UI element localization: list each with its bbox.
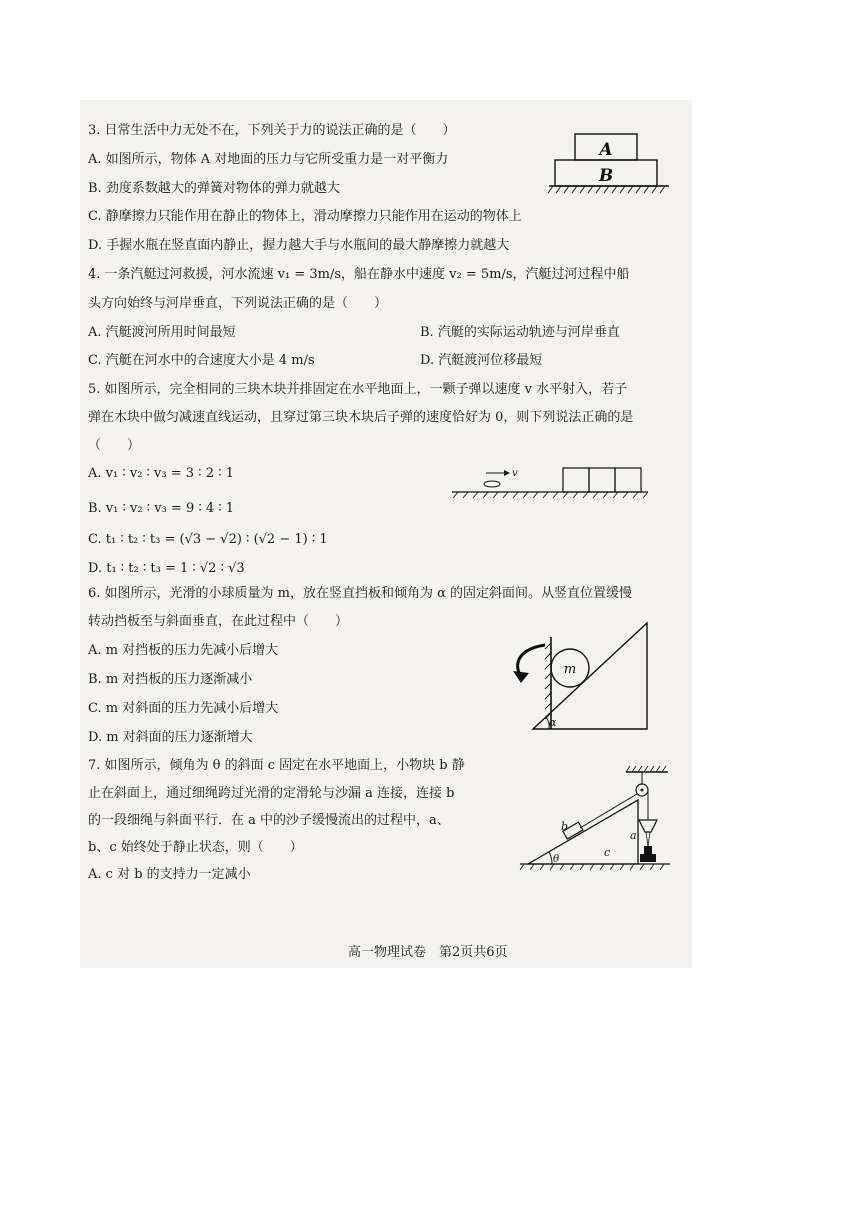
q7-incline-label: c bbox=[604, 846, 611, 859]
q4-option-a: A. 汽艇渡河所用时间最短 bbox=[88, 325, 236, 340]
q5-stem-line2: 弹在木块中做匀减速直线运动，且穿过第三块木块后子弹的速度恰好为 0，则下列说法正确的是 bbox=[88, 410, 634, 425]
q6-ball-label: m bbox=[563, 662, 577, 677]
q6-option-b: B. m 对挡板的压力逐渐减小 bbox=[88, 672, 253, 687]
q5-velocity-label: v bbox=[512, 468, 518, 479]
q6-ball-incline-figure bbox=[505, 615, 655, 735]
q7-stem-line1: 7. 如图所示，倾角为 θ 的斜面 c 固定在水平地面上，小物块 b 静 bbox=[88, 758, 465, 773]
q5-bullet-blocks-figure bbox=[450, 460, 650, 508]
q6-stem-line1: 6. 如图所示，光滑的小球质量为 m，放在竖直挡板和倾角为 α 的固定斜面间。从竖直位置缓慢 bbox=[88, 586, 633, 601]
q5-stem-line1: 5. 如图所示，完全相同的三块木块并排固定在水平地面上，一颗子弹以速度 v 水平射入，若子 bbox=[88, 382, 628, 397]
q6-option-d: D. m 对斜面的压力逐渐增大 bbox=[88, 730, 253, 745]
q5-option-b: B. v₁ ∶ v₂ ∶ v₃ = 9 ∶ 4 ∶ 1 bbox=[88, 501, 235, 516]
q7-option-a: A. c 对 b 的支持力一定减小 bbox=[88, 867, 251, 882]
q4-option-d: D. 汽艇渡河位移最短 bbox=[420, 353, 543, 368]
q7-stem-line3: 的一段细绳与斜面平行．在 a 中的沙子缓慢流出的过程中，a、 bbox=[88, 813, 450, 828]
q3-label-a: A bbox=[599, 140, 613, 160]
q3-stacked-blocks-figure bbox=[545, 130, 675, 200]
q4-stem-line1: 4. 一条汽艇过河救援，河水流速 v₁ = 3m/s，船在静水中速度 v₂ = 5m/s，汽艇过河过程中船 bbox=[88, 267, 630, 282]
q4-option-b: B. 汽艇的实际运动轨迹与河岸垂直 bbox=[420, 325, 620, 340]
q3-option-c: C. 静摩擦力只能作用在静止的物体上，滑动摩擦力只能作用在运动的物体上 bbox=[88, 209, 522, 224]
q6-option-a: A. m 对挡板的压力先减小后增大 bbox=[88, 643, 279, 658]
q3-option-a: A. 如图所示，物体 A 对地面的压力与它所受重力是一对平衡力 bbox=[88, 152, 449, 167]
q7-stem-line4: b、c 始终处于静止状态，则（ ） bbox=[88, 840, 303, 855]
q3-stem: 3. 日常生活中力无处不在，下列关于力的说法正确的是（ ） bbox=[88, 123, 456, 138]
q6-stem-line2: 转动挡板至与斜面垂直，在此过程中（ ） bbox=[88, 614, 349, 629]
q3-option-d: D. 手握水瓶在竖直面内静止，握力越大手与水瓶间的最大静摩擦力就越大 bbox=[88, 238, 510, 253]
q5-option-c: C. t₁ ∶ t₂ ∶ t₃ = (√3 − √2) ∶ (√2 − 1) ∶ 1 bbox=[88, 532, 328, 547]
q7-block-label: b bbox=[561, 820, 569, 833]
q4-stem-line2: 头方向始终与河岸垂直，下列说法正确的是（ ） bbox=[88, 296, 388, 311]
q7-hourglass-label: a bbox=[630, 829, 637, 842]
q4-option-c: C. 汽艇在河水中的合速度大小是 4 m/s bbox=[88, 353, 315, 368]
q3-label-b: B bbox=[598, 166, 614, 186]
q5-option-a: A. v₁ ∶ v₂ ∶ v₃ = 3 ∶ 2 ∶ 1 bbox=[88, 466, 234, 481]
q7-angle-label: θ bbox=[553, 854, 560, 865]
q6-angle-label: α bbox=[549, 716, 557, 729]
q5-option-d: D. t₁ ∶ t₂ ∶ t₃ = 1 ∶ √2 ∶ √3 bbox=[88, 561, 245, 576]
page-footer: 高一物理试卷 第2页共6页 bbox=[348, 945, 508, 960]
q7-pulley-incline-figure bbox=[518, 762, 678, 877]
q6-option-c: C. m 对斜面的压力先减小后增大 bbox=[88, 701, 279, 716]
q7-stem-line2: 止在斜面上，通过细绳跨过光滑的定滑轮与沙漏 a 连接，连接 b bbox=[88, 786, 455, 801]
q5-stem-line3: （ ） bbox=[88, 438, 141, 453]
q3-option-b: B. 劲度系数越大的弹簧对物体的弹力就越大 bbox=[88, 181, 340, 196]
